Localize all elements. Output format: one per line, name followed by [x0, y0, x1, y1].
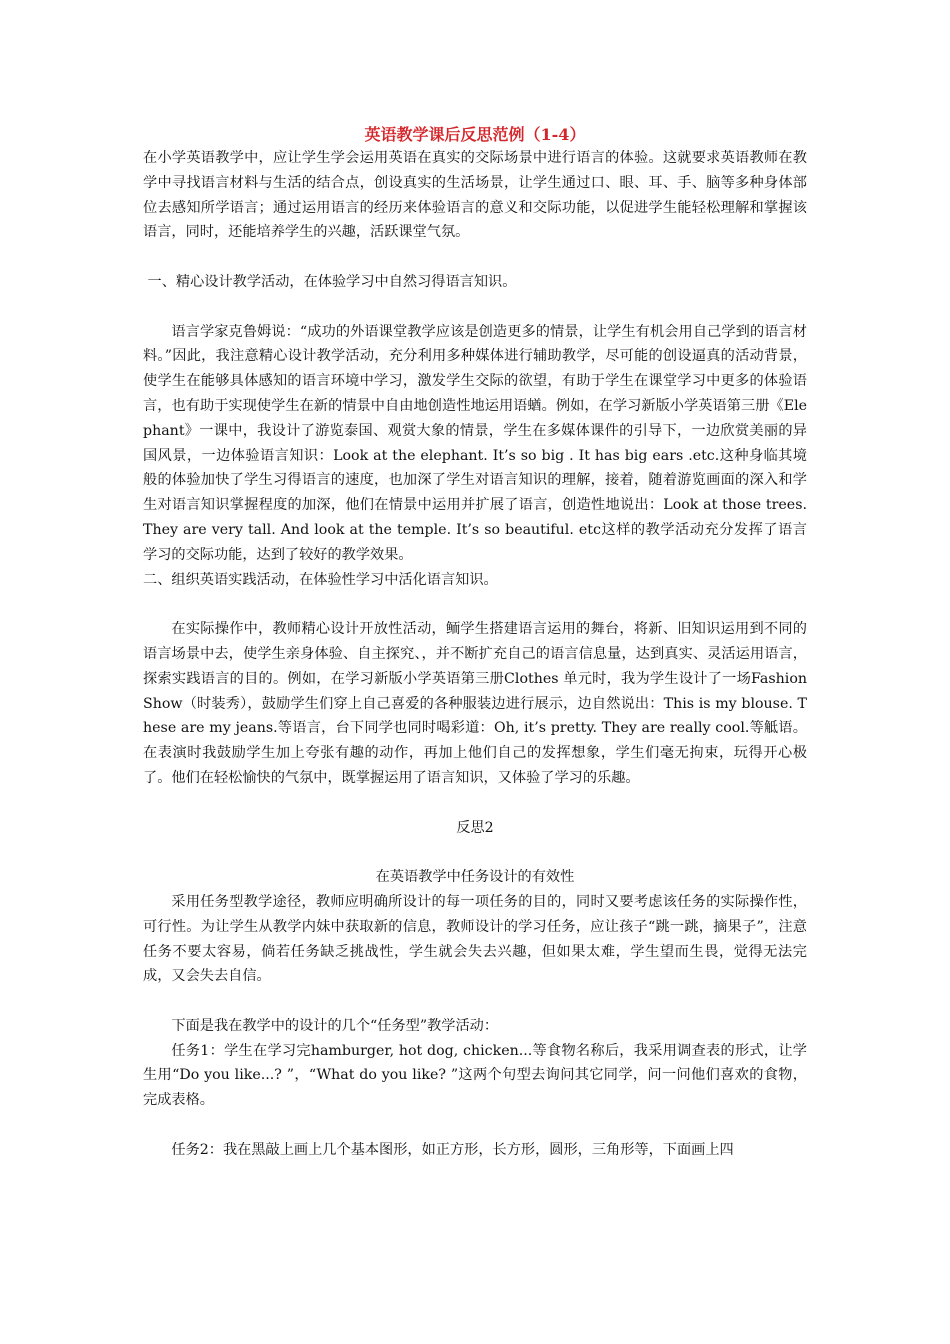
reflection-2-paragraph: 采用任务型教学途径，教师应明确所设计的每一项任务的目的，同时又要考虑该任务的实际操作性，可行性。为让学生从教学内妹中获取新的信息，教师设计的学习任务，应让孩子“跳一跳，摘果子”，注意任务不要太容易，倘若任务缺乏挑战性，学生就会失去兴趣，但如果太难，学生望而生畏，觉得无法完成，又会失去自信。 [143, 893, 807, 985]
reflection-2-label: 反思2 [456, 819, 494, 836]
blank-line [143, 295, 807, 320]
blank-line [143, 791, 807, 816]
blank-line [143, 592, 807, 617]
section-2-heading: 二、组织英语实践活动，在体验性学习中活化语言知识。 [143, 571, 498, 588]
document-page [143, 124, 807, 1163]
blank-line [143, 989, 807, 1014]
section-1-heading: 一、精心设计教学活动，在体验学习中自然习得语言知识。 [143, 273, 517, 290]
blank-line [143, 1113, 807, 1138]
section-2-paragraph: 在实际操作中，教师精心设计开放性活动，鲕学生搭建语言运用的舞台，将新、旧知识运用到不同的语言场景中去，使学生亲身体验、自主探究、，并不断扩充自己的语言信息量，达到真实、灵活运用语言，探索实践语言的目的。例如，在学习新版小学英语第三册Clothes 单元时，我为学生设计了一场Fashion Show（时装秀），鼓励学生们穿上自己喜爱的各种服装边进行展示，边自然说出：This is my blouse. These are my jeans.等语言，台下同学也同时喝彩道：Oh, it’s pretty. They are really cool.等觝语。在表演时我鼓励学生加上夸张有趣的动作，再加上他们自己的发挥想象，学生们毫无拘束，玩得开心极了。他们在轻松愉快的气氛中，既掌握运用了语言知识，又体验了学习的乐趣。 [143, 621, 807, 786]
document-title: 英语教学课后反思范例（1-4） [364, 125, 586, 144]
task-1-paragraph: 任务1：学生在学习完hamburger, hot dog, chicken...等食物名称后，我采用调查表的形式，让学生用“Do you like...? ”，“What do you like? ”这两个句型去询问其它同学，问一问他们喜欢的食物，完成表格。 [143, 1042, 807, 1109]
activities-intro: 下面是我在教学中的设计的几个“任务型”教学活动： [171, 1017, 499, 1034]
intro-paragraph: 在小学英语教学中，应让学生学会运用英语在真实的交际场景中进行语言的体验。这就要求英语教师在教学中寻找语言材料与生活的结合点，创设真实的生活场景，让学生通过口、眼、耳、手、脑等多种身体部位去感知所学语言；通过运用语言的经历来体验语言的意义和交际功能，以促进学生能轻松理解和掌握该语言，同时，还能培养学生的兴趣，活跃课堂气氛。 [143, 150, 807, 241]
section-1-paragraph: 语言学家克鲁姆说：“成功的外语课堂教学应该是创造更多的情景，让学生有机会用自己学到的语言材料。”因此，我注意精心设计教学活动，充分利用多种媒体进行辅助教学，尽可能的创设逼真的活动背景，使学生在能够具体感知的语言环境中学习，激发学生交际的欲望，有助于学生在课堂学习中更多的体验语言，也有助于实现使学生在新的情景中自由地创造性地运用语蝤。例如，在学习新版小学英语第三册《Elephant》一课中，我设计了游览泰国、观赏大象的情景，学生在多媒体课件的引导下，一边欣赏美丽的异国风景，一边体验语言知识：Look at the elephant. It’s so big . It has big ears .etc.这种身临其境般的体验加快了学生习得语言的速度，也加深了学生对语言知识的理解，接着，随着游览画面的深入和学生对语言知识掌握程度的加深，他们在情景中运用并扩展了语言，创造性地说出：Look at those trees. They are very tall. And look at the temple. It’s so beautiful. etc这样的教学活动充分发挥了语言学习的交际功能，达到了较好的教学效果。 [143, 323, 807, 563]
blank-line [143, 840, 807, 865]
task-2-paragraph: 任务2：我在黑敲上画上几个基本图形，如正方形，长方形，圆形，三角形等，下面画上四 [171, 1141, 734, 1158]
reflection-2-title: 在英语教学中任务设计的有效性 [375, 869, 575, 886]
blank-line [143, 245, 807, 270]
